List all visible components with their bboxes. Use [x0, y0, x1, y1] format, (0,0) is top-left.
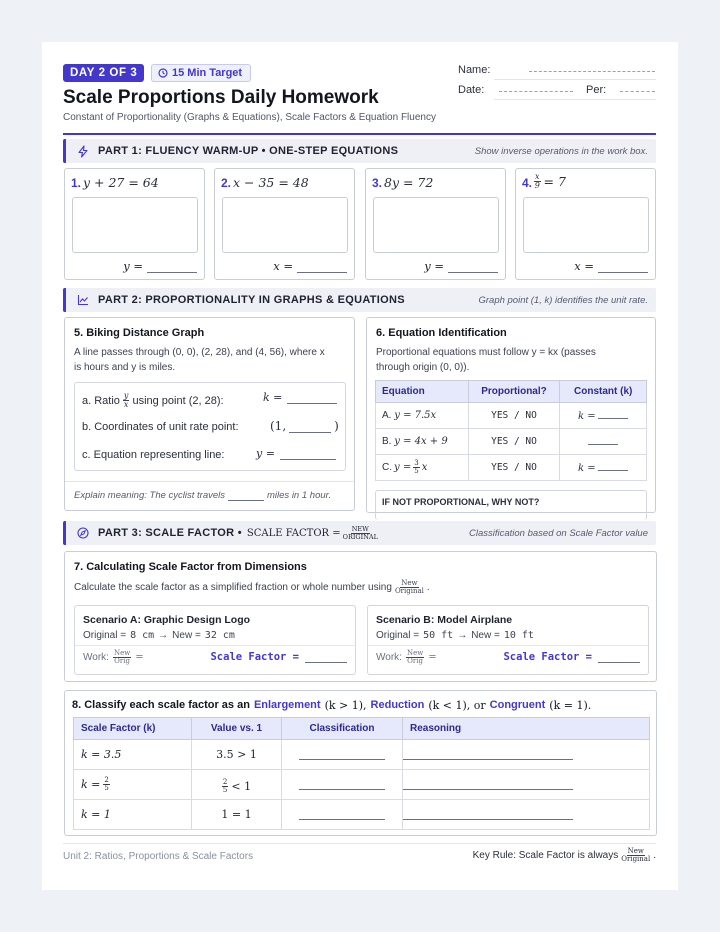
fluency-problem-3 — [365, 168, 506, 280]
explain-blank[interactable] — [228, 491, 264, 501]
q5b-answer-blank[interactable] — [289, 421, 331, 433]
col-proportional: Proportional? — [468, 381, 560, 403]
part1-title: PART 1: FLUENCY WARM-UP • ONE-STEP EQUATIONS — [98, 145, 399, 157]
problem-equation: y + 27 = 64 — [83, 175, 159, 190]
scenario-b-title: Scenario B: Model Airplane — [376, 614, 513, 626]
q7-title: 7. Calculating Scale Factor from Dimensions — [74, 561, 307, 573]
table-row: k = 1 1 = 1 — [74, 800, 650, 830]
part3-title: PART 3: SCALE FACTOR • — [98, 527, 242, 539]
problem-equation — [534, 173, 566, 190]
problem-equation: 8y = 72 — [384, 175, 434, 190]
k-blank[interactable] — [588, 435, 618, 445]
col-reasoning: Reasoning — [403, 718, 650, 740]
formula-label: SCALE FACTOR = — [246, 527, 341, 539]
classification-blank[interactable] — [299, 776, 385, 790]
part2-title: PART 2: PROPORTIONALITY IN GRAPHS & EQUATIONS — [98, 294, 405, 306]
part1-header — [63, 139, 656, 163]
yes-no-choice[interactable]: YES / NO — [468, 429, 560, 455]
k-blank[interactable] — [598, 409, 628, 419]
work-box[interactable] — [72, 197, 198, 253]
q5-part-b: b. Coordinates of unit rate point: — [82, 421, 239, 433]
scenario-a-title: Scenario A: Graphic Design Logo — [83, 614, 251, 626]
yes-no-choice[interactable]: YES / NO — [468, 403, 560, 429]
congruent-label: Congruent — [489, 699, 546, 711]
name-field[interactable] — [529, 71, 655, 72]
q5-answer-box — [74, 382, 346, 471]
q7-description: Calculate the scale factor as a simplified fraction or whole number using $\frac{\text{New}}{\text{Original}}$ . — [74, 579, 430, 595]
q5-part-a — [82, 392, 224, 409]
table-row: k = $\frac{2}{5}$ $\frac{2}{5}$ < 1 — [74, 770, 650, 800]
why-not-box[interactable] — [375, 490, 647, 520]
reasoning-blank[interactable] — [403, 776, 573, 790]
q6-description — [376, 345, 646, 375]
fluency-problem-2 — [214, 168, 355, 280]
answer-blank[interactable] — [147, 261, 197, 273]
q6-desc-line1: Proportional equations must follow y = kx (passes — [376, 347, 596, 358]
answer-variable: y = — [424, 259, 444, 273]
reduction-label: Reduction — [370, 699, 425, 711]
q8-title: 8. Classify each scale factor as an Enlargement (k > 1), Reduction (k < 1), or Congruent (k = 1). — [72, 699, 592, 712]
q5b-open: (1, — [270, 419, 287, 433]
explain-end: miles in 1 hour. — [267, 490, 332, 501]
q5a-variable: k = — [263, 391, 283, 404]
period-field[interactable] — [620, 91, 655, 92]
name-rule — [494, 79, 656, 80]
answer-variable: x = — [574, 259, 594, 273]
equation-id-card — [366, 317, 656, 513]
scenario-b — [367, 605, 649, 675]
page-title: Scale Proportions Daily Homework — [63, 87, 379, 108]
header-divider — [63, 133, 656, 135]
q5a-label-end: using point (2, 28): — [132, 394, 224, 407]
why-not-label: IF NOT PROPORTIONAL, WHY NOT? — [382, 497, 540, 507]
part3-formula: SCALE FACTOR = $\frac{\text{NEW}}{\text{ORIGINAL}}$ — [246, 525, 378, 541]
yes-no-choice[interactable]: YES / NO — [468, 455, 560, 481]
problem-number: 1. — [71, 176, 82, 190]
col-scale-factor: Scale Factor (k) — [74, 718, 192, 740]
q5-explain — [74, 490, 331, 501]
q6-title: 6. Equation Identification — [376, 327, 507, 339]
lightning-icon — [76, 144, 90, 158]
answer-blank[interactable] — [598, 261, 648, 273]
date-label: Date: — [458, 84, 485, 96]
footer-key-rule: Key Rule: Scale Factor is always $\frac{\text{New}}{\text{Original}}$ . — [472, 847, 656, 863]
q5c-variable: y = — [256, 447, 275, 460]
classification-blank[interactable] — [299, 806, 385, 820]
q5-part-c: c. Equation representing line: — [82, 449, 225, 461]
scenario-a-blank[interactable] — [305, 652, 347, 663]
equation: y = 7.5x — [394, 410, 437, 421]
col-value-vs-one: Value vs. 1 — [192, 718, 282, 740]
col-equation: Equation — [376, 381, 469, 403]
col-classification: Classification — [282, 718, 403, 740]
equation-rhs: = 7 — [543, 174, 566, 189]
fluency-problem-4 — [515, 168, 656, 280]
scenario-b-dims: Original = 50 ft → New = 10 ft — [376, 630, 534, 641]
q5a-answer-blank[interactable] — [287, 392, 337, 404]
page-subtitle: Constant of Proportionality (Graphs & Equations), Scale Factors & Equation Fluency — [63, 112, 436, 123]
col-constant: Constant (k) — [560, 381, 647, 403]
scenario-a-dims: Original = 8 cm → New = 32 cm — [83, 630, 235, 641]
answer-blank[interactable] — [448, 261, 498, 273]
scenario-b-answer: Scale Factor = — [503, 651, 640, 663]
q5-desc-line2: is hours and y is miles. — [74, 362, 176, 373]
enlargement-label: Enlargement — [253, 699, 321, 711]
part2-header — [63, 288, 656, 312]
fluency-problem-1 — [64, 168, 205, 280]
k-blank[interactable] — [598, 461, 628, 471]
classification-blank[interactable] — [299, 746, 385, 760]
q5c-answer-blank[interactable] — [280, 448, 336, 460]
compass-icon — [76, 526, 90, 540]
table-row: k = 3.5 3.5 > 1 — [74, 740, 650, 770]
answer-variable: y = — [123, 259, 143, 273]
worksheet-page — [42, 42, 678, 890]
chart-icon — [76, 293, 90, 307]
date-rule — [494, 99, 656, 100]
q5-title: 5. Biking Distance Graph — [74, 327, 205, 339]
frac-numerator: x — [535, 172, 540, 181]
reasoning-blank[interactable] — [403, 746, 573, 760]
clock-icon — [158, 68, 168, 78]
part2-note: Graph point (1, k) identifies the unit rate. — [478, 294, 648, 306]
work-box[interactable] — [222, 197, 348, 253]
reasoning-blank[interactable] — [403, 806, 573, 820]
q5-desc-line1: A line passes through (0, 0), (2, 28), and (4, 56), where x — [74, 347, 325, 358]
explain-start: Explain meaning: The cyclist travels — [74, 490, 226, 501]
frac-denominator: x — [123, 400, 129, 409]
equation-table — [375, 380, 647, 481]
table-row: C. y = $\frac{3}{5}$ x YES / NO k = — [376, 455, 647, 481]
table-row: A. y = 7.5x YES / NO k = — [376, 403, 647, 429]
problem-number: 4. — [522, 176, 533, 190]
classification-table — [73, 717, 650, 830]
problem-number: 3. — [372, 176, 383, 190]
q5-description — [74, 345, 349, 375]
name-label: Name: — [458, 64, 491, 76]
equation: y = 4x + 9 — [394, 436, 448, 447]
work-box[interactable] — [523, 197, 649, 253]
table-row: B. y = 4x + 9 YES / NO — [376, 429, 647, 455]
q5b-close: ) — [334, 419, 339, 433]
scenario-a-work: Work: $\frac{\text{New}}{\text{Orig}}$ = — [83, 649, 144, 665]
q6-desc-line2: through origin (0, 0)). — [376, 362, 470, 373]
scenario-a-answer: Scale Factor = — [210, 651, 347, 663]
day-badge: DAY 2 OF 3 — [63, 64, 144, 82]
period-label: Per: — [586, 84, 607, 96]
scenario-a — [74, 605, 356, 675]
q5a-label: a. Ratio — [82, 394, 120, 407]
scenario-b-work: Work: $\frac{\text{New}}{\text{Orig}}$ = — [376, 649, 437, 665]
part3-note: Classification based on Scale Factor value — [468, 527, 648, 539]
answer-variable: x = — [273, 259, 293, 273]
answer-blank[interactable] — [297, 261, 347, 273]
time-badge — [151, 64, 251, 82]
footer-unit: Unit 2: Ratios, Proportions & Scale Factors — [63, 851, 254, 862]
work-box[interactable] — [373, 197, 499, 253]
frac-numerator: y — [123, 391, 129, 400]
problem-number: 2. — [221, 176, 232, 190]
classify-card — [64, 690, 657, 836]
scenario-b-blank[interactable] — [598, 652, 640, 663]
scale-factor-calc-card — [64, 551, 657, 682]
frac-denominator: 9 — [534, 181, 540, 190]
part1-note: Show inverse operations in the work box. — [474, 145, 648, 157]
date-field[interactable] — [499, 91, 573, 92]
time-badge-label: 15 Min Target — [172, 67, 243, 79]
biking-graph-card — [64, 317, 355, 511]
part3-header — [63, 521, 656, 545]
problem-equation: x − 35 = 48 — [233, 175, 309, 190]
